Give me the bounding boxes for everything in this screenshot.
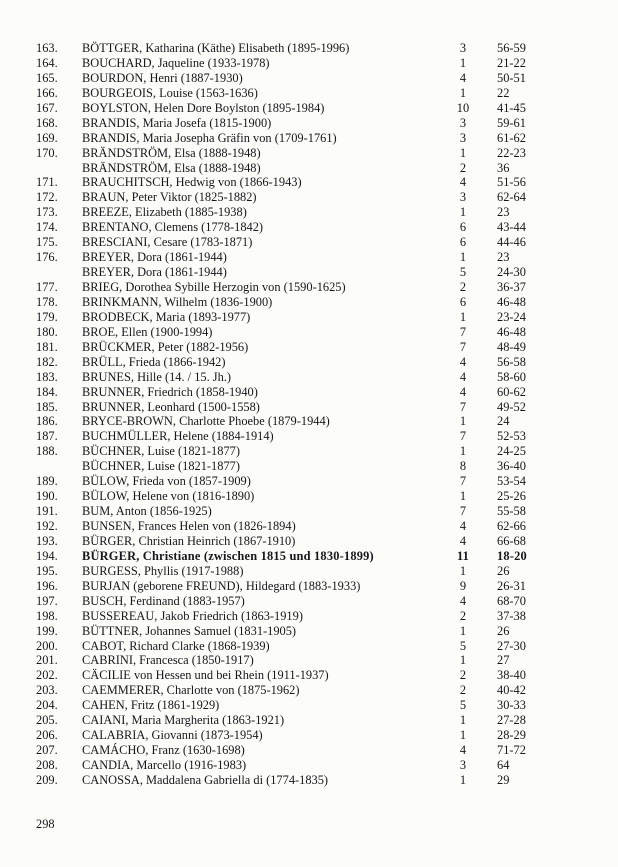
entry-number: 164. [36,55,58,70]
entry-name: BÜLOW, Frieda von (1857-1909) [82,474,251,489]
index-entry-row [0,355,618,370]
entry-page-range: 62-64 [497,190,526,205]
entry-name: BRÜCKMER, Peter (1882-1956) [82,339,249,354]
entry-name: BURJAN (geborene FREUND), Hildegard (1883-1933) [82,578,361,593]
entry-page-range: 62-66 [497,519,526,533]
entry-number: 199. [36,623,58,638]
entry-name: BRUNNER, Friedrich (1858-1940) [82,384,258,399]
entry-page-range: 36-37 [497,280,526,294]
entry-page-range: 36-40 [497,459,526,474]
index-entry-row [0,41,618,56]
index-entry-row [0,459,618,474]
index-entry-row [0,594,618,609]
entry-page-range: 26-31 [497,578,526,593]
entry-count: 3 [459,41,467,55]
entry-name: BOURDON, Henri (1887-1930) [82,70,243,85]
entry-number: 206. [36,728,58,743]
entry-number: 172. [36,190,58,205]
entry-count: 8 [459,459,467,474]
entry-name: BRIEG, Dorothea Sybille Herzogin von (1590-1625) [82,280,346,294]
entry-count: 6 [459,235,467,250]
entry-name: CABRINI, Francesca (1850-1917) [82,653,254,668]
page-number: 298 [36,817,55,831]
entry-count: 4 [459,533,467,548]
entry-name: BRANDIS, Maria Josefa (1815-1900) [82,115,272,130]
entry-name: BRANDIS, Maria Josepha Gräfin von (1709-1761) [82,130,337,145]
entry-name: BREEZE, Elizabeth (1885-1938) [82,205,247,220]
entry-page-range: 46-48 [497,294,526,309]
entry-count: 3 [459,190,467,205]
entry-number: 209. [36,772,58,787]
entry-page-range: 44-46 [497,235,526,250]
entry-name: BÜCHNER, Luise (1821-1877) [82,444,240,459]
index-entry-row [0,385,618,400]
entry-page-range: 46-48 [497,324,526,339]
entry-count: 2 [459,668,467,683]
entry-page-range: 27 [497,653,510,668]
entry-name: BRENTANO, Clemens (1778-1842) [82,220,264,235]
entry-name: BROE, Ellen (1900-1994) [82,324,213,339]
index-entry-row [0,639,618,654]
entry-number: 184. [36,384,58,399]
entry-name: CALABRIA, Giovanni (1873-1954) [82,728,263,743]
index-entry-row [0,743,618,758]
entry-count: 1 [459,250,467,265]
index-entry-row [0,370,618,385]
entry-number: 196. [36,578,58,593]
entry-page-range: 66-68 [497,533,526,548]
entry-name: CAMÁCHO, Franz (1630-1698) [82,743,245,758]
entry-count: 9 [459,578,467,593]
entry-page-range: 25-26 [497,489,526,504]
entry-page-range: 30-33 [497,698,526,713]
entry-number: 191. [36,504,58,519]
entry-count: 4 [459,175,467,190]
entry-page-range: 22 [497,85,510,100]
entry-count: 3 [459,115,467,130]
index-entry-row [0,504,618,519]
entry-count: 1 [459,444,467,459]
entry-number: 201. [36,653,58,668]
entry-page-range: 58-60 [497,369,526,384]
entry-number: 183. [36,369,58,384]
entry-count: 1 [459,489,467,504]
entry-page-range: 41-45 [497,100,526,115]
entry-number: 192. [36,519,58,533]
entry-name: CAHEN, Fritz (1861-1929) [82,698,220,713]
index-entry-row [0,190,618,205]
entry-number: 208. [36,758,58,772]
entry-name: BRYCE-BROWN, Charlotte Phoebe (1879-1944) [82,414,330,429]
entry-count: 7 [459,399,467,414]
entry-name: BÜLOW, Helene von (1816-1890) [82,489,255,504]
index-entry-row [0,131,618,146]
entry-count: 4 [459,519,467,533]
entry-page-range: 24-30 [497,265,526,280]
entry-count: 1 [459,623,467,638]
entry-page-range: 59-61 [497,115,526,130]
entry-page-range: 43-44 [497,220,526,235]
entry-name: CABOT, Richard Clarke (1868-1939) [82,638,270,653]
entry-name: BURGESS, Phyllis (1917-1988) [82,563,244,578]
entry-number: 176. [36,250,58,265]
entry-name: BRODBECK, Maria (1893-1977) [82,309,251,324]
index-entry-row [0,534,618,549]
index-entry-row [0,146,618,161]
entry-number: 166. [36,85,58,100]
entry-page-range: 27-30 [497,638,526,653]
entry-number: 163. [36,41,58,55]
index-entry-row [0,205,618,220]
entry-number: 200. [36,638,58,653]
entry-number: 187. [36,429,58,444]
entry-name: BÜRGER, Christian Heinrich (1867-1910) [82,533,296,548]
entry-page-range: 37-38 [497,608,526,623]
entry-number: 204. [36,698,58,713]
entry-page-range: 27-28 [497,713,526,728]
entry-number: 180. [36,324,58,339]
index-entry-row [0,250,618,265]
entry-name: BRUNNER, Leonhard (1500-1558) [82,399,260,414]
entry-name: BUM, Anton (1856-1925) [82,504,212,519]
entry-count: 2 [459,683,467,698]
entry-name: BRESCIANI, Cesare (1783-1871) [82,235,253,250]
entry-page-range: 53-54 [497,474,526,489]
index-entry-row [0,728,618,743]
entry-count: 5 [459,265,467,280]
index-entry-row [0,325,618,340]
entry-number: 198. [36,608,58,623]
entry-name: BÜTTNER, Johannes Samuel (1831-1905) [82,623,297,638]
entry-name: BRÜLL, Frieda (1866-1942) [82,354,226,369]
entry-count: 2 [459,160,467,175]
entry-number: 186. [36,414,58,429]
index-entry-row [0,579,618,594]
entry-page-range: 28-29 [497,728,526,743]
entry-count: 4 [459,369,467,384]
index-entry-row [0,340,618,355]
entry-number: 169. [36,130,58,145]
entry-number: 179. [36,309,58,324]
entry-count: 1 [459,563,467,578]
index-entry-row [0,474,618,489]
index-entry-row [0,101,618,116]
index-entry-row [0,310,618,325]
entry-name: BUSCH, Ferdinand (1883-1957) [82,593,245,608]
entry-count: 1 [459,85,467,100]
index-entry-row [0,161,618,176]
entry-number: 181. [36,339,58,354]
entry-count: 1 [459,728,467,743]
entry-number: 170. [36,145,58,160]
index-entry-row [0,429,618,444]
entry-number: 185. [36,399,58,414]
index-entry-row [0,698,618,713]
index-entry-row [0,71,618,86]
entry-count: 7 [459,429,467,444]
index-entry-row [0,295,618,310]
entry-number: 193. [36,533,58,548]
entry-name: BREYER, Dora (1861-1944) [82,265,227,280]
index-entry-row [0,235,618,250]
entry-number: 182. [36,354,58,369]
entry-count: 7 [459,504,467,519]
entry-count: 10 [456,100,470,115]
index-entry-row [0,280,618,295]
entry-count: 4 [459,354,467,369]
index-entry-row [0,609,618,624]
index-entry-row [0,758,618,773]
entry-count: 5 [459,698,467,713]
entry-page-range: 52-53 [497,429,526,444]
entry-count: 2 [459,280,467,294]
entry-page-range: 22-23 [497,145,526,160]
index-entry-row [0,175,618,190]
entry-number: 174. [36,220,58,235]
entry-number: 171. [36,175,58,190]
entry-number: 168. [36,115,58,130]
entry-page-range: 21-22 [497,55,526,70]
index-entry-row [0,713,618,728]
index-entry-row [0,624,618,639]
entry-count: 1 [459,414,467,429]
entry-count: 7 [459,474,467,489]
entry-count: 4 [459,743,467,758]
entry-count: 4 [459,593,467,608]
entry-number: 195. [36,563,58,578]
entry-page-range: 64 [497,758,510,772]
index-entry-row [0,220,618,235]
entry-count: 3 [459,758,467,772]
entry-count: 6 [459,220,467,235]
entry-count: 6 [459,294,467,309]
entry-page-range: 38-40 [497,668,526,683]
entry-page-range: 51-56 [497,175,526,190]
entry-page-range: 23 [497,250,510,265]
entry-count: 1 [459,55,467,70]
entry-count: 1 [459,713,467,728]
entry-page-range: 29 [497,772,510,787]
entry-page-range: 49-52 [497,399,526,414]
entry-page-range: 55-58 [497,504,526,519]
entry-count: 4 [459,70,467,85]
index-entry-row [0,444,618,459]
entry-name: CÄCILIE von Hessen und bei Rhein (1911-1937) [82,668,329,683]
entry-name: BREYER, Dora (1861-1944) [82,250,227,265]
index-entry-row [0,400,618,415]
entry-name: BUCHMÜLLER, Helene (1884-1914) [82,429,274,444]
entry-number: 189. [36,474,58,489]
entry-count: 3 [459,130,467,145]
entry-page-range: 48-49 [497,339,526,354]
entry-count: 1 [459,205,467,220]
index-entry-row [0,549,618,564]
index-entry-row [0,668,618,683]
entry-page-range: 56-59 [497,41,526,55]
entry-count: 11 [456,548,470,563]
entry-number: 197. [36,593,58,608]
entry-name: BRÄNDSTRÖM, Elsa (1888-1948) [82,145,261,160]
index-entry-row [0,683,618,698]
entry-number: 190. [36,489,58,504]
entry-name: BRUNES, Hille (14. / 15. Jh.) [82,369,232,384]
entry-name: BOURGEOIS, Louise (1563-1636) [82,85,258,100]
entry-number: 203. [36,683,58,698]
index-entry-row [0,414,618,429]
entry-number: 175. [36,235,58,250]
entry-page-range: 60-62 [497,384,526,399]
entry-page-range: 26 [497,563,510,578]
entry-name: BÜCHNER, Luise (1821-1877) [82,459,240,474]
entry-page-range: 36 [497,160,510,175]
index-entry-row [0,116,618,131]
index-entry-row [0,564,618,579]
entry-number: 207. [36,743,58,758]
entry-count: 1 [459,653,467,668]
entry-name: BRÄNDSTRÖM, Elsa (1888-1948) [82,160,261,175]
entry-number: 177. [36,280,58,294]
index-entry-row [0,653,618,668]
entry-name: CANOSSA, Maddalena Gabriella di (1774-1835) [82,772,329,787]
entry-count: 4 [459,384,467,399]
entry-number: 205. [36,713,58,728]
entry-count: 1 [459,309,467,324]
index-entry-row [0,265,618,280]
entry-count: 5 [459,638,467,653]
entry-page-range: 50-51 [497,70,526,85]
index-entry-row [0,773,618,788]
index-entry-row [0,519,618,534]
entry-count: 7 [459,324,467,339]
entry-name: BRAUCHITSCH, Hedwig von (1866-1943) [82,175,302,190]
entry-page-range: 23 [497,205,510,220]
entry-number: 178. [36,294,58,309]
entry-name: CANDIA, Marcello (1916-1983) [82,758,247,772]
entry-page-range: 23-24 [497,309,526,324]
entry-name: BOUCHARD, Jaqueline (1933-1978) [82,55,270,70]
entry-page-range: 24-25 [497,444,526,459]
entry-name: BRAUN, Peter Viktor (1825-1882) [82,190,257,205]
index-entry-row [0,86,618,101]
entry-number: 165. [36,70,58,85]
entry-name: BOYLSTON, Helen Dore Boylston (1895-1984) [82,100,325,115]
entry-page-range: 68-70 [497,593,526,608]
entry-page-range: 71-72 [497,743,526,758]
entry-page-range: 26 [497,623,510,638]
entry-name: BUNSEN, Frances Helen von (1826-1894) [82,519,296,533]
entry-name: BÜRGER, Christiane (zwischen 1815 und 1830-1899) [82,548,374,563]
entry-number: 188. [36,444,58,459]
entry-name: CAEMMERER, Charlotte von (1875-1962) [82,683,300,698]
entry-number: 173. [36,205,58,220]
entry-count: 7 [459,339,467,354]
entry-count: 1 [459,772,467,787]
entry-name: CAIANI, Maria Margherita (1863-1921) [82,713,285,728]
index-entry-row [0,489,618,504]
entry-number: 194. [36,548,58,563]
entry-name: BÖTTGER, Katharina (Käthe) Elisabeth (1895-1996) [82,41,350,55]
entry-page-range: 24 [497,414,510,429]
entry-page-range: 61-62 [497,130,526,145]
entry-number: 167. [36,100,58,115]
entry-name: BRINKMANN, Wilhelm (1836-1900) [82,294,273,309]
entry-count: 1 [459,145,467,160]
entry-count: 2 [459,608,467,623]
entry-page-range: 56-58 [497,354,526,369]
index-entry-list [0,41,618,788]
entry-number: 202. [36,668,58,683]
entry-name: BUSSEREAU, Jakob Friedrich (1863-1919) [82,608,303,623]
entry-page-range: 40-42 [497,683,526,698]
index-entry-row [0,56,618,71]
entry-page-range: 18-20 [497,548,527,563]
